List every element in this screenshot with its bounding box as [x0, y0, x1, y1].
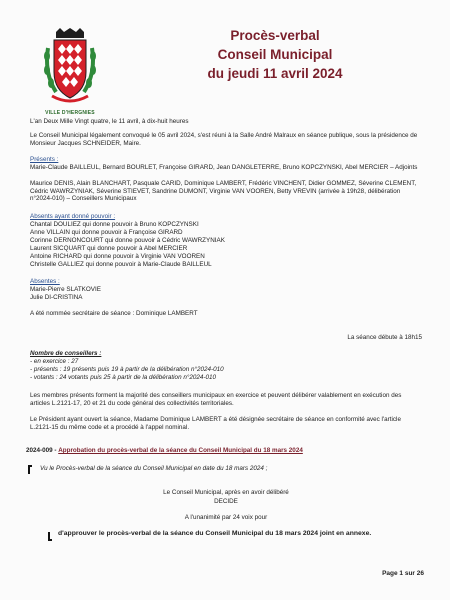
procuration-line: Antoine RICHARD qui donne pouvoir à Virginie VAN VOOREN	[30, 253, 205, 260]
decide-line: DECIDE	[214, 498, 238, 505]
deliberation-title: Approbation du procès-verbal de la séance du Conseil Municipal du 18 mars 2024	[58, 447, 303, 454]
session-opening: La séance débute à 18h15	[347, 334, 422, 341]
page-number: Page 1 sur 26	[382, 570, 424, 577]
count-line: - en exercice : 27	[30, 358, 79, 365]
vu-line: Vu le Procès-verbal de la séance du Conseil Municipal en date du 18 mars 2024 ;	[40, 465, 268, 472]
presents-heading: Présents :	[30, 156, 59, 163]
bracket-mark	[28, 465, 32, 474]
presents-adjoints: Marie-Claude BAILLEUL, Bernard BOURLET, Françoise GIRARD, Jean DANGLETERRE, Bruno KOPCZYNSKI, Abel MERCIER – Adjoints	[30, 164, 418, 171]
title-line-2: Conseil Municipal	[217, 47, 333, 62]
logo-caption: VILLE D'HERGNIES	[45, 110, 95, 116]
title-line-3: du jeudi 11 avril 2024	[207, 66, 343, 81]
secretary-paragraph: Le Président ayant ouvert la séance, Madame Dominique LAMBERT a été désignée secrétaire de séance en conformité avec l'article L.2121-15 du même code et a procédé à l'appel nominal.	[30, 416, 401, 431]
title-line-1: Procès-verbal	[230, 28, 320, 43]
procuration-line: Corinne DERNONCOURT qui donne pouvoir à Cédric WAWRZYNIAK	[30, 237, 225, 244]
quorum-paragraph: Les membres présents forment la majorité des conseillers municipaux en exercice et peuvent délibérer valablement en exécution des articles L.2121-17, 20 et 21 du code général des collectivités territoriales.	[30, 392, 402, 407]
count-line: - présents : 19 présents puis 19 à partir de la délibération n°2024-010	[30, 366, 224, 373]
absent-line: Julie DI-CRISTINA	[30, 294, 83, 301]
convocation-paragraph: Le Conseil Municipal légalement convoqué le 05 avril 2024, s'est réuni à la Salle André Malraux en séance publique, sous la présidence de Monsieur Jacques SCHNEIDER, Maire.	[30, 132, 418, 147]
approve-line: d'approuver le procès-verbal de la séance du Conseil Municipal du 18 mars 2024 joint en annexe.	[58, 530, 372, 537]
coat-of-arms-icon	[42, 28, 98, 108]
town-logo	[38, 28, 102, 116]
vote-line: A l'unanimité par 24 voix pour	[184, 514, 268, 521]
absent-line: Marie-Pierre SLATKOVIE	[30, 286, 101, 293]
counts-heading: Nombre de conseillers :	[30, 350, 102, 357]
conseil-line: Le Conseil Municipal, après en avoir délibéré	[163, 489, 289, 496]
procuration-line: Chantal DOULIEZ qui donne pouvoir à Bruno KOPCZYNSKI	[30, 221, 199, 228]
secretary-line: A été nommée secrétaire de séance : Dominique LAMBERT	[30, 310, 198, 317]
bracket-mark	[48, 532, 52, 541]
procurations-heading: Absents ayant donné pouvoir :	[30, 213, 116, 220]
count-line: - votants : 24 votants puis 25 à partir de la délibération n°2024-010	[30, 374, 216, 381]
presents-conseillers: Maurice DENIS, Alain BLANCHART, Pasquale CARID, Dominique LAMBERT, Frédéric VINCHENT, Didier GOMMEZ, Séverine CLEMENT, Cédric WAWRZYNIAK, Séverine STIEVET, Sandrine DUMONT, Virginie VAN VOOREN, Betty VREVIN (arrivée à 19h28, délibération n°2024-010) – Conseillers Municipaux	[30, 180, 417, 203]
date-line: L'an Deux Mille Vingt quatre, le 11 avril, à dix-huit heures	[30, 118, 189, 125]
absents-heading: Absentes :	[30, 278, 60, 285]
document-title	[150, 26, 400, 83]
procuration-line: Laurent SICQUART qui donne pouvoir à Abel MERCIER	[30, 245, 188, 252]
procuration-line: Anne VILLAIN qui donne pouvoir à Françoise GIRARD	[30, 229, 183, 236]
procuration-line: Christelle GALLIEZ qui donne pouvoir à Marie-Claude BAILLEUL	[30, 261, 212, 268]
deliberation-number: 2024-009 -	[26, 447, 57, 454]
deliberation-heading	[26, 447, 422, 455]
